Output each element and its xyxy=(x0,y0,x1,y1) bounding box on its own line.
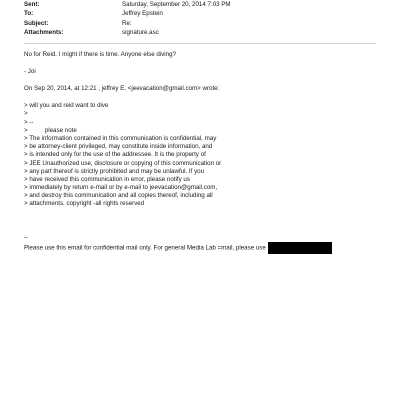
quote-attribution: On Sep 20, 2014, at 12:21 , jeffrey E. <jeevacation@gmail.com> wrote: xyxy=(24,85,220,93)
header-divider xyxy=(24,43,376,44)
header-row-sent xyxy=(24,0,384,10)
subject-label: Subject: xyxy=(24,19,49,27)
signoff: - Joi xyxy=(24,68,36,76)
signature-separator: -- xyxy=(24,234,29,241)
quoted-line: > immediately by return e-mail or by e-mail to jeevacation@gmail.com, xyxy=(24,184,218,192)
attachment-name: signature.asc xyxy=(122,29,159,37)
quoted-line: > The information contained in this communication is confidential, may xyxy=(24,134,217,142)
signature-line xyxy=(24,242,369,254)
quoted-line: > be attorney-client privileged, may constitute inside information, and xyxy=(24,143,213,151)
quoted-message xyxy=(24,102,369,208)
quoted-line: > any part thereof is strictly prohibited and may be unlawful. If you xyxy=(24,167,205,175)
to-label: To: xyxy=(24,10,34,18)
email-header xyxy=(24,0,384,38)
subject-value: Re: xyxy=(122,19,132,27)
quoted-line: > and destroy this communication and all copies thereof, including all xyxy=(24,192,213,200)
sent-value: Saturday, September 20, 2014 7:03 PM xyxy=(122,0,231,8)
quoted-line: > have received this communication in error, please notify us xyxy=(24,175,190,183)
quoted-line: > JEE Unauthorized use, disclosure or copying of this communication or xyxy=(24,159,222,167)
sent-label: Sent: xyxy=(24,0,40,8)
header-row-subject xyxy=(24,19,384,29)
header-row-to xyxy=(24,10,384,20)
email-body xyxy=(24,51,369,209)
quoted-line: > please note xyxy=(24,126,77,134)
quoted-line: > will you and reid want to dive xyxy=(24,102,109,110)
attachments-label: Attachments: xyxy=(24,29,64,37)
header-row-attachments xyxy=(24,29,384,39)
quoted-line: > attachments. copyright -all rights reserved xyxy=(24,200,145,208)
quoted-line: > -- xyxy=(24,118,34,126)
to-value: Jeffrey Epstein xyxy=(122,10,163,18)
quoted-line: > is intended only for the use of the addressee. It is the property of xyxy=(24,151,206,159)
redaction-box xyxy=(268,242,332,254)
reply-text: No for Reid. I might if there is time. Anyone else diving? xyxy=(24,51,177,58)
email-signature xyxy=(24,234,369,254)
quoted-line: > xyxy=(24,110,28,118)
signature-text: Please use this email for confidential mail only. For general Media Lab =mail, please use xyxy=(24,244,266,252)
